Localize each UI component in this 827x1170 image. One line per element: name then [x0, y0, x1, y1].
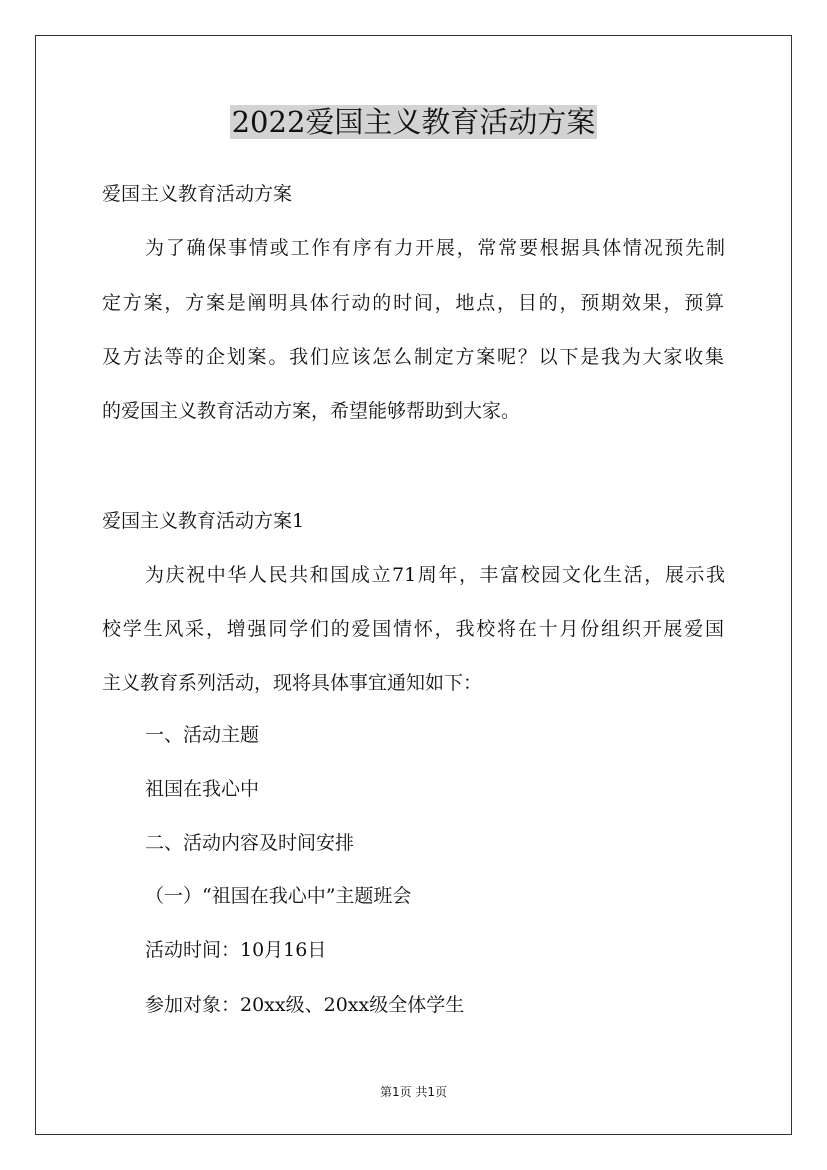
item-sub1: （一）“祖国在我心中”主题班会 [145, 885, 412, 907]
document-subtitle: 爱国主义教育活动方案 [102, 183, 293, 205]
section1-line-2: 校学生风采，增强同学们的爱国情怀，我校将在十月份组织开展爱国 [102, 618, 724, 640]
item-participants: 参加对象：20xx级、20xx级全体学生 [145, 994, 465, 1016]
intro-line-3: 及方法等的企划案。我们应该怎么制定方案呢？以下是我为大家收集 [102, 346, 724, 368]
document-title-text: 2022爱国主义教育活动方案 [231, 105, 596, 139]
intro-line-2: 定方案，方案是阐明具体行动的时间，地点，目的，预期效果，预算 [102, 292, 724, 314]
document-title [0, 100, 827, 144]
intro-line-4: 的爱国主义教育活动方案，希望能够帮助到大家。 [102, 400, 521, 422]
item-theme-value: 祖国在我心中 [145, 778, 260, 800]
item-theme-heading: 一、活动主题 [145, 724, 260, 746]
intro-line-1: 为了确保事情或工作有序有力开展，常常要根据具体情况预先制 [145, 237, 725, 259]
section1-line-3: 主义教育系列活动，现将具体事宜通知如下： [102, 672, 483, 694]
page-footer: 第1页 共1页 [379, 1085, 448, 1099]
item-content-heading: 二、活动内容及时间安排 [145, 832, 355, 854]
section1-heading: 爱国主义教育活动方案1 [102, 510, 305, 532]
section1-line-1: 为庆祝中华人民共和国成立71周年，丰富校园文化生活，展示我 [145, 564, 725, 586]
item-time: 活动时间：10月16日 [145, 939, 327, 961]
